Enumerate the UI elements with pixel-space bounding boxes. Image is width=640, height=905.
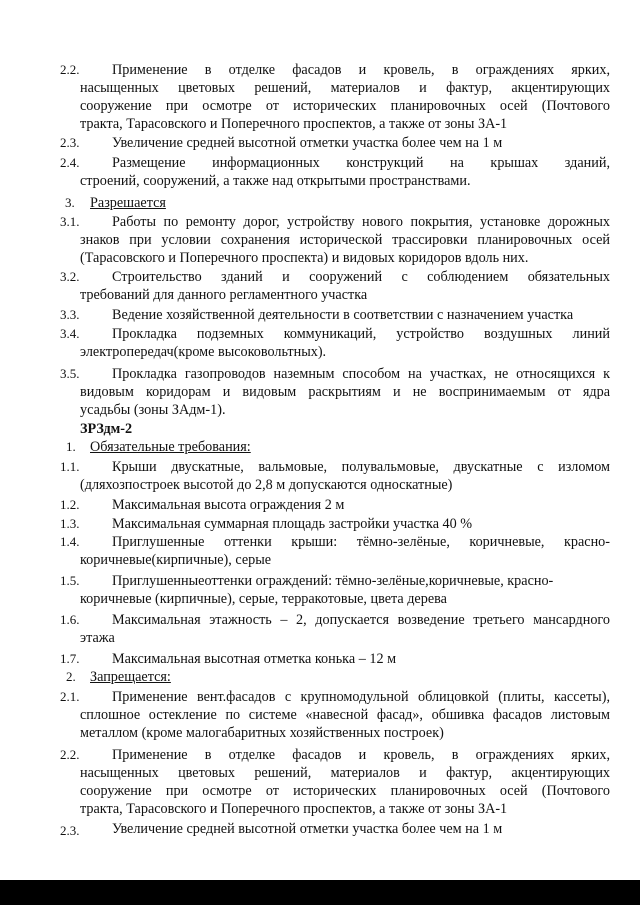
section-heading: Запрещается: xyxy=(90,669,171,685)
item-number: 2.3. xyxy=(60,823,80,838)
paragraph-line: сооружение при осмотре от исторических планировочных осей (Почтового xyxy=(80,98,610,114)
paragraph-line: Приглушенные оттенки крыши: тёмно-зелёные, коричневые, красно- xyxy=(112,534,610,550)
item-number: 1.6. xyxy=(60,612,80,627)
paragraph-line: (Тарасовского и Поперечного проспекта) и видовых коридоров вдоль них. xyxy=(80,250,529,266)
item-number: 1.5. xyxy=(60,573,80,588)
paragraph-line: Увеличение средней высотной отметки участка более чем на 1 м xyxy=(112,135,503,151)
item-number: 2.1. xyxy=(60,689,80,704)
paragraph-line: Прокладка газопроводов наземным способом на участках, не относящихся к xyxy=(112,366,610,382)
paragraph-line: Максимальная высотная отметка конька – 12 м xyxy=(112,651,397,667)
paragraph-line: видовым коридорам и видовым раскрытиям и не воспринимаемым от ядра xyxy=(80,384,610,400)
paragraph-line: Применение в отделке фасадов и кровель, в ограждениях ярких, xyxy=(112,747,610,763)
paragraph-line: Работы по ремонту дорог, устройству нового покрытия, установке дорожных xyxy=(112,214,610,230)
paragraph-line: Размещение информационных конструкций на крышах зданий, xyxy=(112,155,610,171)
item-number: 1.4. xyxy=(60,534,80,549)
paragraph-line: Приглушенныеоттенки ограждений: тёмно-зелёные,коричневые, красно- xyxy=(112,573,554,589)
paragraph-line: металлом (кроме малогабаритных хозяйственных построек) xyxy=(80,725,444,741)
paragraph-line: коричневые(кирпичные), серые xyxy=(80,552,272,568)
paragraph-line: строений, сооружений, а также над открытыми пространствами. xyxy=(80,173,471,189)
item-number: 3.2. xyxy=(60,269,80,284)
item-number: 3.3. xyxy=(60,307,80,322)
paragraph-line: этажа xyxy=(80,630,115,646)
paragraph-line: требований для данного регламентного участка xyxy=(80,287,368,303)
section-number: 3. xyxy=(65,195,75,210)
paragraph-line: Максимальная высота ограждения 2 м xyxy=(112,497,345,513)
item-number: 2.2. xyxy=(60,62,80,77)
section-number: 2. xyxy=(66,669,76,684)
paragraph-line: сооружение при осмотре от исторических планировочных осей (Почтового xyxy=(80,783,610,799)
paragraph-line: знаков при условии сохранения исторической трассировки планировочных осей xyxy=(80,232,610,248)
paragraph-line: Прокладка подземных коммуникаций, устройство воздушных линий xyxy=(112,326,610,342)
section-heading: Обязательные требования: xyxy=(90,439,251,455)
paragraph-line: Увеличение средней высотной отметки участка более чем на 1 м xyxy=(112,821,503,837)
paragraph-line: электропередач(кроме высоковольтных). xyxy=(80,344,327,360)
item-number: 3.4. xyxy=(60,326,80,341)
paragraph-line: тракта, Тарасовского и Поперечного проспектов, а также от зоны ЗА-1 xyxy=(80,801,508,817)
paragraph-line: Максимальная этажность – 2, допускается возведение третьего мансардного xyxy=(112,612,610,628)
paragraph-line: Строительство зданий и сооружений с соблюдением обязательных xyxy=(112,269,610,285)
paragraph-line: тракта, Тарасовского и Поперечного проспектов, а также от зоны ЗА-1 xyxy=(80,116,508,132)
item-number: 1.7. xyxy=(60,651,80,666)
item-number: 3.1. xyxy=(60,214,80,229)
paragraph-line: сплошное остекление по системе «навесной фасад», обшивка фасадов листовым xyxy=(80,707,610,723)
paragraph-line: насыщенных цветовых решений, материалов и фактур, акцентирующих xyxy=(80,765,610,781)
item-number: 2.4. xyxy=(60,155,80,170)
item-number: 2.2. xyxy=(60,747,80,762)
item-number: 2.3. xyxy=(60,135,80,150)
section-number: 1. xyxy=(66,439,76,454)
section-heading: Разрешается xyxy=(90,195,166,211)
item-number: 1.2. xyxy=(60,497,80,512)
item-number: 3.5. xyxy=(60,366,80,381)
item-number: 1.1. xyxy=(60,459,80,474)
paragraph-line: усадьбы (зоны ЗАдм-1). xyxy=(80,402,226,418)
scan-bottom-edge xyxy=(0,880,640,905)
paragraph-line: коричневые (кирпичные), серые, терракотовые, цвета дерева xyxy=(80,591,447,607)
paragraph-line: Применение в отделке фасадов и кровель, в ограждениях ярких, xyxy=(112,62,610,78)
paragraph-line: (дляхозпострoек высотой до 2,8 м допускаются односкатные) xyxy=(80,477,453,493)
paragraph-line: Крыши двускатные, вальмовые, полувальмовые, двускатные с изломом xyxy=(112,459,610,475)
item-number: 1.3. xyxy=(60,516,80,531)
paragraph-line: Ведение хозяйственной деятельности в соответствии с назначением участка xyxy=(112,307,574,323)
paragraph-line: Применение вент.фасадов с крупномодульной облицовкой (плиты, кассеты), xyxy=(112,689,610,705)
zone-heading: ЗРЗдм-2 xyxy=(80,421,133,437)
paragraph-line: насыщенных цветовых решений, материалов и фактур, акцентирующих xyxy=(80,80,610,96)
paragraph-line: Максимальная суммарная площадь застройки участка 40 % xyxy=(112,516,473,532)
